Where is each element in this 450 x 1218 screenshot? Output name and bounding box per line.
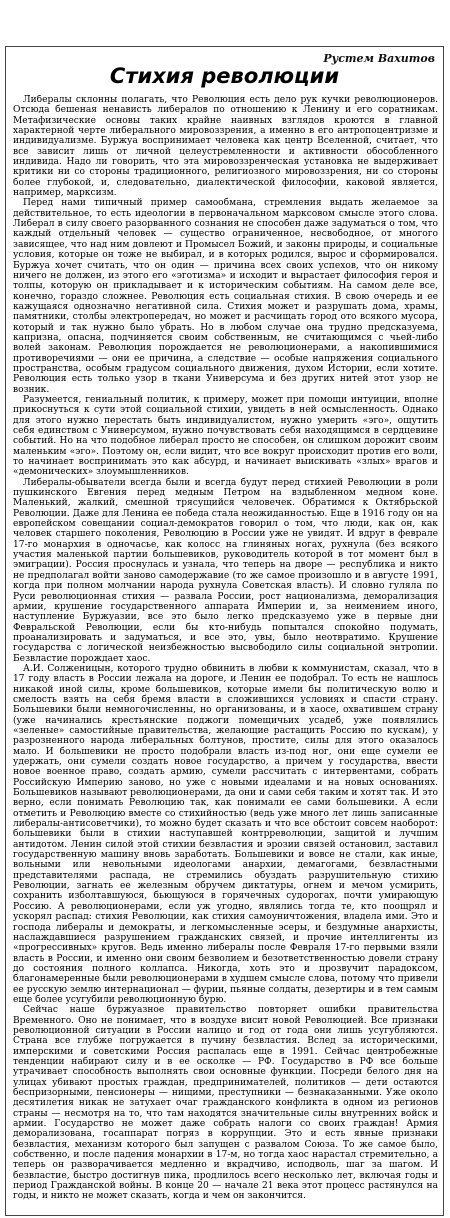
article-paragraph: А.И. Солженицын, которого трудно обвинить в любви к коммунистам, сказал, что в 17 году власть в России лежала на дороге, и Ленин ее подобрал. То есть не нашлось никакой иной силы, кроме большевиков, которые имели бы политическую волю и смелость взять на себя бремя власти в сложившихся условиях и спасти страну. Большевики были немногочисленны, но организованы, и в хаосе, охватившем страну (уже начинались крестьянские поджоги помещичьих усадеб, уже появлялись «зеленые» самостийные правительства, желающие растащить Россию по кускам), у разрозненного народа либеральных болтунов, простите, силы для этого оказалось мало. И большевики не просто подобрали власть из-под ног, они еще сумели ее удержать, они сумели создать новое государство, а причем у государства, ввести новое военное право, создать армию, сумели рассчитать с интервентами, собрать Российскую Империю заново, но уже с новыми идеалами и на новых основаниях. Большевиков называют революционерами, да они и сами себя таким и хотят так. И это верно, если понимать Революцию так, как понимали ее сами большевики. А если отметить и Революцию вместе со стихийностью (ведь уже много лет лишь записанные либералы-антисоветчики), то можно будет сказать и что все обстоит совсем наоборот: большевики были в стихии наступавшей контрреволюции, защитой и лучшим антидотом. Ленин силой этой стихии безвластия и эрозии связей остановил, заставил государственную машину вновь заработать. Большевики и вовсе не стали, как иные, вольными или невольными идеологами анархии, демагогами, безвластными представителями распада, не стремились обуздать разрушительную стихию Революции, загнать ее железным обручем диктатуры, огнем и мечом усмирить, сохранить изболтавшуюся, бьющуюся в горячечных судорогах, почти умирающую Россию. А революционерами, если уж угодно, являлись тогда те, кто поощрял и ускорял распад: стихия Революции, как стихия самоуничтожения, владела ими. Это и господа либералы и демократы, и легкомысленные эсеры, и бездумные анархисты, наслаждавшиеся разрушением гражданских связей, и прочие интеллигенты из «прогрессивных» кругов. Ведь именно либералы после Февраля 17-го первыми взяли власть в России, и именно они своим безволием и безответственностью довели страну до состояния полного коллапса. Никогда, хоть это и прозвучит парадоксом, благонамеренные были революционерами в худшем смысле слова, потому что привели ее русскую землю интернационал — фурии, пьяные солдаты, дезертиры и в тем самым еще более усугубили революционную бурю.: [13, 663, 438, 1005]
article-paragraph: Разумеется, гениальный политик, к примеру, может при помощи интуиции, вполне прикоснуться к сути этой социальной стихии, увидеть в ней осмысленность. Однако для этого нужно перестать быть индивидуалистом, нужно умерить «эго», ощутить себя единством с Универсумом, нужно почувствовать себя находящимся в сердцевине событий. Но на что подобное либерал просто не способен, он слишком дорожит своим маленьким «эго». Поэтому он, если видит, что все вокруг происходит против его воли, то начинает воспринимать это как абсурд, и начинает выискивать «злых» врагов и «демонических» злоумышленников.: [13, 394, 438, 478]
article-paragraph: Перед нами типичный пример самообмана, стремления выдать желаемое за действительное, то есть идеологии в первоначальном марксовом смысле этого слова. Либерал в силу своего разорванного сознания не способен даже задуматься о том, что каждый отдельный человек — существо ограниченное, несвободное, от многого зависящее, что над ним довлеют и Промысел Божий, и законы природы, и социальные условия, которые он тоже не выбирал, и в которых родился, вырос и сформировался. Буржуа хочет считать, что он один — причина всех своих успехов, что он никому ничего не должен, из этого его «эготизма» и исходит и вырастает философия героя и толпы, которую он прикладывает и к историческим событиям. На самом деле все, конечно, гораздо сложнее. Революция есть социальная стихия. В свою очередь и ее кажущаяся однозначно негативной сила. Стихия может и разрушать дома, храмы, памятники, столбы электропередач, но может и расчищать город ото всякого мусора, который и так нужно было убрать. Но в любом случае она трудно предсказуема, капризна, опасна, подчиняется своим собственным, не считающимся с чьей-либо волей законам. Революция порождается не революционерами, а накопившимися противоречиями — они ее причина, а следствие — особые напряжения социального пространства, особым градусом социального движения, духом Истории, если хотите. Революция есть только узор в ткани Универсума и без других нитей этот узор не возник.: [13, 198, 438, 395]
article-title: Стихия революции: [109, 64, 340, 88]
article-paragraph: Сейчас наше буржуазное правительство повторяет ошибки правительства Временного. Оно не понимает, что в воздухе висит новой Революцией. Все признаки революционной ситуации в России налицо и год от года они лишь усугубляются. Страна все глубже погружается в пучину безвластия. Вслед за историческими, имперскими и советскими Россия распалась еще в 1991. Сейчас центробежные тенденции набирают силу и в ее осколке — РФ. Государство в РФ все больше утрачивает способность выполнять свои основные функции. Посреди белого дня на улицах убивают простых граждан, предпринимателей, политиков — дети остаются беспризорными, пенсионеры — нищими, преступники — безнаказанными. Уже около десятилетия никак не затухает очаг гражданского конфликта в одном из регионов страны — несмотря на то, что там находятся значительные силы внутренних войск и армии. Государство не может даже собрать налоги со своих граждан! Армия деморализована, госаппарат погряз в коррупции. Это и есть явные признаки безвластия, механизм которого был запущен с развалом Союза. То же самое было, собственно, и после падения монархии в 17-м, но тогда хаос нарастал стремительно, а теперь он разворачивается медленно и вкрадчиво, исподволь, шаг за шагом. И безвластие, быстро достигнув пика, продлилось всего несколько лет, включая годы и период Гражданской войны. В конце 20 — начале 21 века этот процесс растянулся на годы, и никто не может сказать, когда и чем он закончится.: [13, 1005, 438, 1202]
article-body: [13, 95, 438, 1213]
article-paragraph: Либералы склонны полагать, что Революция есть дело рук кучки революционеров. Отсюда бешеная ненависть либералов по отношению к Ленину и его соратникам. Метафизические основы таких крайне наивных взглядов кроются в главной характерной черте либерального мировоззрения, а именно в его антропоцентризме и индивидуализме. Буржуа воспринимает человека как центр Вселенной, считает, что все зависит лишь от личной целеустремленности и активности обособленного индивида. Надо ли говорить, что эта мировоззренческая установка не выдерживает критики ни со стороны традиционного, религиозного мировоззрения, ни со стороны более глубокой, и, следовательно, диалектической философии, каковой является, например, марксизм.: [13, 95, 438, 199]
article-author: Рустем Вахитов: [323, 52, 435, 65]
article-paragraph: Либералы-обыватели всегда были и всегда будут перед стихией Революции в роли пушкинского Евгения перед медным Петром на вздыбленном медном коне. Маленький, жалкий, смешной трясущийся человечек. Обратимся к Октябрьской Революции. Даже для Ленина ее победа стала неожиданностью. Еще в 1916 году он на европейском совещании социал-демократов говорил о том, что люди, как он, как человек старшего поколения, Революцию в России уже не увидят. И вдруг в феврале 17-го монархия в одночасье, как колосс на глиняных ногах, рухнула (без всякого участия маленькой партии большевиков, руководитель которой в тот момент был в эмиграции). Россия проснулась и узнала, что теперь на дворе — республика и никто не предполагал войти заново самодержавие (то же самое произошло и в августе 1991, когда при полном молчании народа рухнула Советская власть). И словно гуляла по Руси революционная стихия — развала России, рост национализма, деморализация армии, крушение государственного аппарата Империи и, за неимением иного, наступление Буржуазии, все это было легко предсказуемо уже в первые дни Февральской Революции, если бы кто-нибудь попытался спокойно подумать, проанализировать и задуматься, и все это, увы, было неотвратимо. Крушение государства с логической неизбежностью высвободило силы социальной энтропии. Безвластие порождает хаос.: [13, 477, 438, 664]
article-page: [5, 46, 444, 1216]
